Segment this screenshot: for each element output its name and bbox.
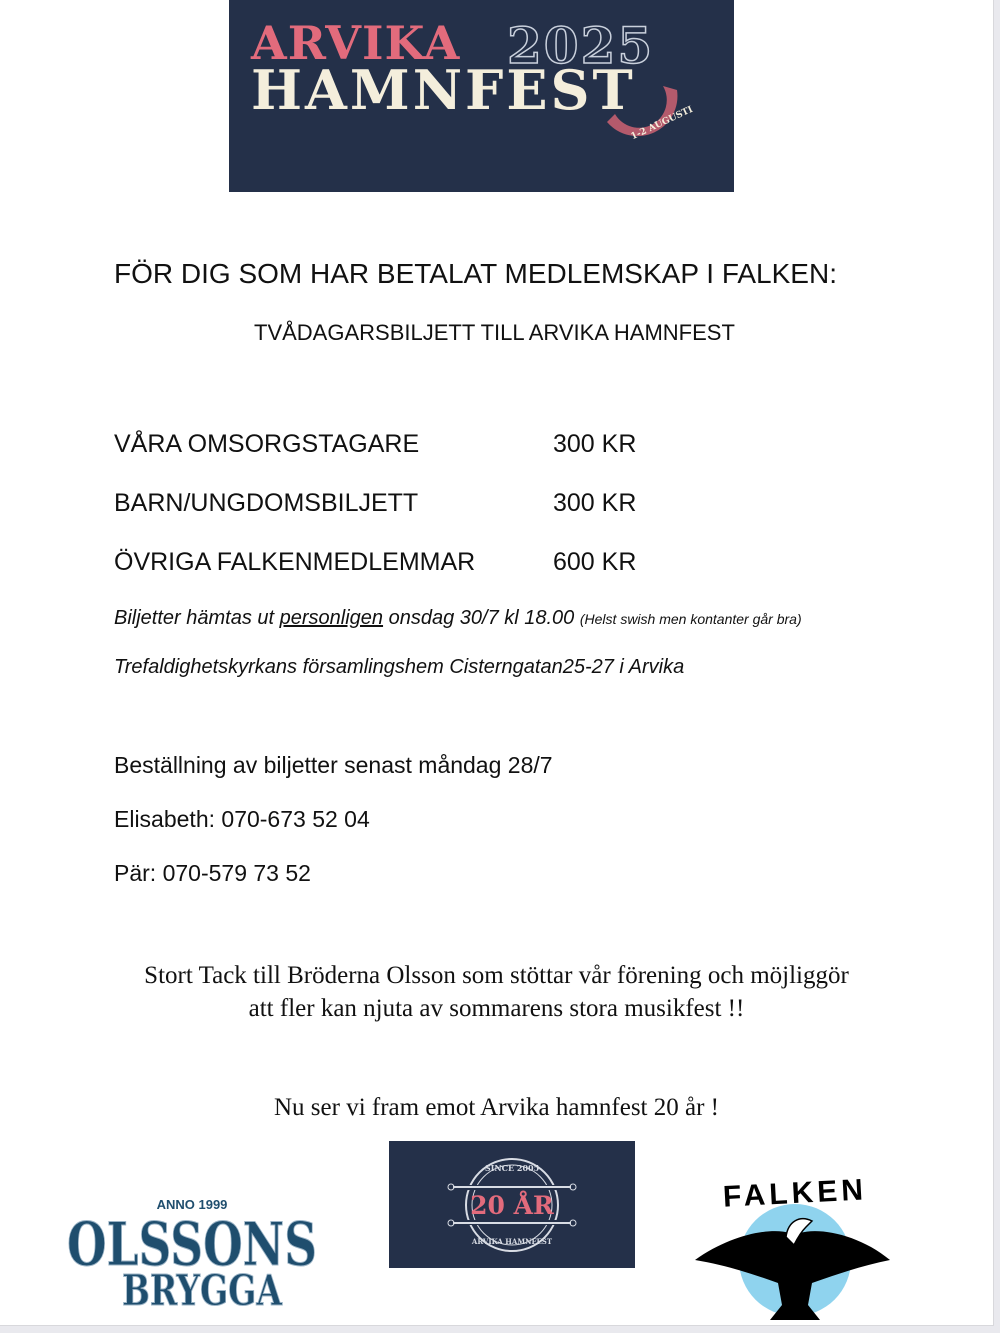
- payment-note: (Helst swish men kontanter går bra): [579, 611, 802, 627]
- price-label: BARN/UNGDOMSBILJETT: [114, 489, 419, 517]
- price-label: ÖVRIGA FALKENMEDLEMMAR: [114, 548, 476, 576]
- pickup-underlined: personligen: [279, 607, 384, 629]
- falken-logo: [690, 1165, 900, 1320]
- thanks-line-2: att fler kan njuta av sommarens stora musikfest !!: [248, 995, 745, 1022]
- banner-dates: 1-2 AUGUSTI: [629, 104, 695, 143]
- contact-par: Pär: 070-579 73 52: [114, 860, 311, 886]
- pickup-info: [114, 607, 802, 630]
- anniversary-main: 20 ÅR: [470, 1191, 554, 1220]
- anniversary-since: SINCE 2005: [484, 1163, 540, 1173]
- price-value: 300 KR: [553, 489, 637, 517]
- banner-title-arvika: ARVIKA: [251, 16, 461, 70]
- price-value: 600 KR: [553, 548, 637, 576]
- dates-arc-badge: [585, 80, 695, 150]
- olssons-brygga-logo: [62, 1193, 322, 1313]
- order-deadline: Beställning av biljetter senast måndag 28/7: [114, 752, 553, 778]
- contact-elisabeth: Elisabeth: 070-673 52 04: [114, 806, 370, 832]
- olssons-anno: ANNO 1999: [156, 1197, 228, 1212]
- banner-year: 2025: [507, 16, 655, 75]
- closing-text: Nu ser vi fram emot Arvika hamnfest 20 år !: [273, 1094, 719, 1121]
- olssons-name: OLSSONS: [67, 1210, 317, 1280]
- falken-name: FALKEN: [722, 1173, 868, 1214]
- price-label: VÅRA OMSORGSTAGARE: [114, 430, 420, 458]
- anniversary-logo: [389, 1141, 635, 1268]
- banner-title-hamnfest: HAMNFEST: [251, 58, 636, 122]
- page-subheading: TVÅDAGARSBILJETT TILL ARVIKA HAMNFEST: [254, 320, 735, 345]
- olssons-brygga: BRYGGA: [122, 1266, 284, 1315]
- pickup-suffix: onsdag 30/7 kl 18.00: [383, 607, 580, 629]
- pickup-prefix: Biljetter hämtas ut: [114, 607, 280, 629]
- page-heading: FÖR DIG SOM HAR BETALAT MEDLEMSKAP I FALKEN:: [114, 258, 837, 289]
- anniversary-bottom: ARVIKA HAMNFEST: [471, 1237, 553, 1246]
- price-value: 300 KR: [553, 430, 637, 458]
- pickup-location: Trefaldighetskyrkans församlingshem Cisterngatan25-27 i Arvika: [114, 656, 685, 678]
- hamnfest-banner: [229, 0, 734, 192]
- thanks-line-1: Stort Tack till Bröderna Olsson som stöttar vår förening och möjliggör: [144, 962, 849, 989]
